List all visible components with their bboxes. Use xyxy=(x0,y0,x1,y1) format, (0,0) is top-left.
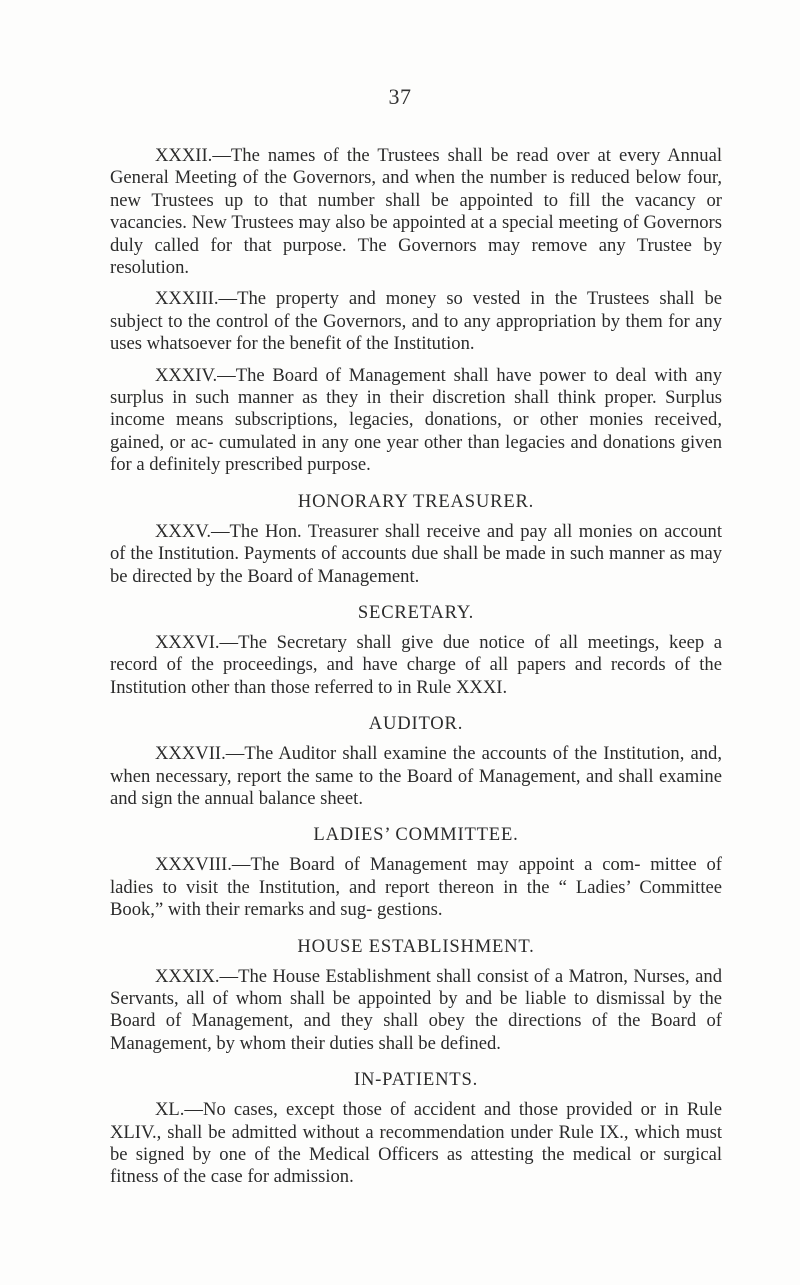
heading-auditor: AUDITOR. xyxy=(368,713,464,735)
rule-xl: XL.—No cases, except those of accident and those provided or in Rule XLIV., shall be admitted without a recommendation under Rule IX., which must be signed by one of the Medical Officers as attesting the medical or surgical fitness of the case for admission. xyxy=(110,1099,722,1188)
rule-xxxiii: XXXIII.—The property and money so vested in the Trustees shall be subject to the control of the Governors, and to any appropriation by them for any uses whatsoever for the benefit of the Institution. xyxy=(110,288,722,355)
rule-xxxv: XXXV.—The Hon. Treasurer shall receive and pay all monies on account of the Institution. Payments of accounts due shall be made in such manner as may be directed by the Board of Management. xyxy=(110,520,722,587)
rule-xxxvi: XXXVI.—The Secretary shall give due notice of all meetings, keep a record of the proceedings, and have charge of all papers and records of the Institution other than those referred to in Rule XXXI. xyxy=(110,631,722,698)
heading-honorary-treasurer: HONORARY TREASURER. xyxy=(297,490,535,512)
rules-text-body xyxy=(110,145,722,1198)
heading-in-patients: IN-PATIENTS. xyxy=(353,1069,479,1091)
rule-xxxii: XXXII.—The names of the Trustees shall be read over at every Annual General Meeting of the Governors, and when the number is reduced below four, new Trustees up to that number shall be appointed to fill the vacancy or vacancies. New Trustees may also be appointed at a special meeting of Governors duly called for that purpose. The Governors may remove any Trustee by resolution. xyxy=(110,145,722,279)
rule-xxxiv: XXXIV.—The Board of Management shall have power to deal with any surplus in such manner as they in their discretion shall think proper. Surplus income means subscriptions, legacies, donations, or other monies received, gained, or ac- cumulated in any one year other than legacies and donations given for a definitely prescribed purpose. xyxy=(110,364,722,476)
page-number: 37 xyxy=(388,84,412,109)
rule-xxxvii: XXXVII.—The Auditor shall examine the accounts of the Institution, and, when necessary, report the same to the Board of Management, and shall examine and sign the annual balance sheet. xyxy=(110,743,722,809)
heading-house-establishment: HOUSE ESTABLISHMENT. xyxy=(297,935,535,957)
rule-xxxviii: XXXVIII.—The Board of Management may appoint a com- mittee of ladies to visit the Institution, and report thereon in the “ Ladies’ Committee Book,” with their remarks and sug- gestions. xyxy=(110,854,722,921)
heading-secretary: SECRETARY. xyxy=(357,601,475,623)
heading-ladies-committee: LADIES’ COMMITTEE. xyxy=(313,824,519,846)
rule-xxxix: XXXIX.—The House Establishment shall consist of a Matron, Nurses, and Servants, all of whom shall be appointed by and be liable to dismissal by the Board of Management, and they shall obey the directions of the Board of Management, by whom their duties shall be defined. xyxy=(110,965,722,1054)
